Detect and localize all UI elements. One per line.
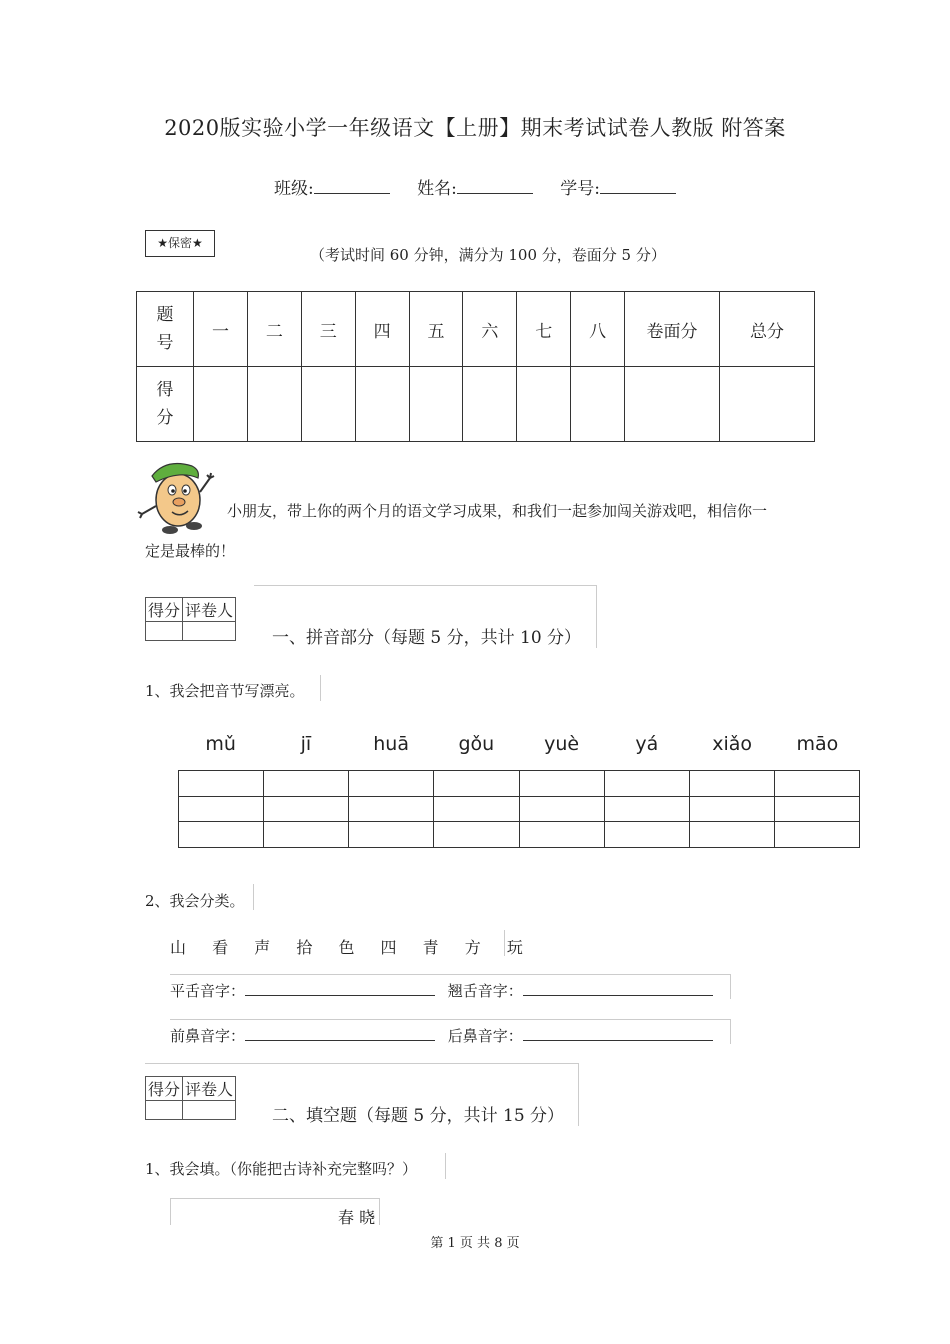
classify-row2 [170, 1025, 713, 1046]
retroflex-label: 翘舌音字： [447, 982, 523, 1000]
score-table [136, 291, 815, 442]
writing-cell[interactable] [179, 771, 264, 797]
score-cell[interactable] [247, 367, 301, 442]
front-nasal-label: 前鼻音字： [170, 1027, 246, 1045]
character: 玩 [506, 938, 523, 957]
score-header-row [137, 292, 815, 367]
score-col-header: 四 [355, 292, 409, 367]
id-blank[interactable] [600, 179, 676, 194]
score-cell[interactable] [194, 367, 248, 442]
pinyin-syllable: yuè [544, 733, 580, 755]
writing-cell[interactable] [774, 822, 859, 848]
divider [444, 1153, 446, 1179]
character: 看 [212, 938, 229, 957]
page-title: 2020版实验小学一年级语文【上册】期末考试试卷人教版 附答案 [164, 116, 786, 140]
classify-row1 [170, 980, 713, 1001]
score-cell[interactable] [463, 367, 517, 442]
exam-time-note: （考试时间 60 分钟，满分为 100 分，卷面分 5 分） [310, 246, 666, 264]
scorebox-score-cell[interactable] [146, 622, 183, 641]
writing-cell[interactable] [519, 796, 604, 822]
score-col-header: 二 [247, 292, 301, 367]
writing-cell[interactable] [689, 771, 774, 797]
pinyin-syllable: māo [796, 733, 839, 755]
writing-cell[interactable] [264, 771, 349, 797]
page-footer: 第 1 页 共 8 页 [430, 1236, 520, 1251]
front-nasal-blank[interactable] [245, 1026, 435, 1041]
poem-title: 春 晓 [338, 1208, 376, 1227]
scorebox-grader-cell[interactable] [183, 622, 236, 641]
score-col-header: 一 [194, 292, 248, 367]
intro-text-line2: 定是最棒的！ [145, 542, 236, 560]
back-nasal-label: 后鼻音字： [447, 1027, 523, 1045]
section1-title: 一、拼音部分（每题 5 分，共计 10 分） [272, 628, 582, 648]
id-label: 学号: [560, 179, 600, 199]
back-nasal-blank[interactable] [523, 1026, 713, 1041]
score-cell[interactable] [625, 367, 720, 442]
name-blank[interactable] [457, 179, 533, 194]
flat-tongue-blank[interactable] [245, 981, 435, 996]
writing-cell[interactable] [774, 796, 859, 822]
flat-tongue-label: 平舌音字： [170, 982, 246, 1000]
score-col-header: 总分 [720, 292, 815, 367]
writing-cell[interactable] [349, 822, 434, 848]
score-col-header: 六 [463, 292, 517, 367]
divider [319, 675, 321, 701]
writing-cell[interactable] [349, 796, 434, 822]
score-value-row [137, 367, 815, 442]
scorebox-score-label: 得分 [146, 598, 183, 622]
writing-cell[interactable] [519, 771, 604, 797]
student-info [0, 174, 950, 199]
divider [503, 930, 505, 956]
scorebox-grader-label: 评卷人 [183, 1077, 236, 1101]
writing-cell[interactable] [774, 771, 859, 797]
score-col-header: 七 [517, 292, 571, 367]
writing-cell[interactable] [434, 771, 519, 797]
retroflex-blank[interactable] [523, 981, 713, 996]
score-col-header: 八 [571, 292, 625, 367]
writing-cell[interactable] [604, 771, 689, 797]
score-col-header: 五 [409, 292, 463, 367]
score-cell[interactable] [720, 367, 815, 442]
class-label: 班级: [273, 179, 314, 199]
section2-q1: 1、我会填。（你能把古诗补充完整吗？） [145, 1160, 418, 1178]
character: 拾 [296, 938, 313, 957]
mascot-illustration [136, 456, 220, 536]
writing-cell[interactable] [179, 822, 264, 848]
character: 方 [464, 938, 481, 957]
score-cell[interactable] [409, 367, 463, 442]
pinyin-syllable: xiǎo [712, 733, 753, 755]
character: 青 [422, 938, 439, 957]
character: 山 [170, 938, 187, 957]
scorebox-score-cell[interactable] [146, 1101, 183, 1120]
character: 声 [254, 938, 271, 957]
row-head-score: 得分 [137, 367, 194, 442]
writing-cell[interactable] [604, 822, 689, 848]
pinyin-syllable: mǔ [205, 733, 236, 755]
character-list [170, 935, 544, 958]
pinyin-syllable: huā [373, 733, 409, 755]
writing-cell[interactable] [689, 796, 774, 822]
pinyin-syllable: yá [635, 733, 659, 755]
character: 四 [380, 938, 397, 957]
pinyin-syllable: gǒu [458, 733, 495, 755]
section1-scorebox [145, 597, 236, 641]
scorebox-grader-cell[interactable] [183, 1101, 236, 1120]
writing-cell[interactable] [179, 796, 264, 822]
section2-title: 二、填空题（每题 5 分，共计 15 分） [272, 1106, 565, 1126]
score-col-header: 三 [301, 292, 355, 367]
class-blank[interactable] [314, 179, 390, 194]
intro-text-line1: 小朋友，带上你的两个月的语文学习成果，和我们一起参加闯关游戏吧，相信你一 [227, 502, 768, 520]
writing-cell[interactable] [434, 796, 519, 822]
writing-cell[interactable] [519, 822, 604, 848]
scorebox-score-label: 得分 [146, 1077, 183, 1101]
divider [252, 884, 254, 910]
score-cell[interactable] [301, 367, 355, 442]
pinyin-syllable: jī [300, 733, 312, 755]
section1-q2: 2、我会分类。 [145, 892, 245, 910]
score-cell[interactable] [571, 367, 625, 442]
row-head-question: 题号 [137, 292, 194, 367]
name-label: 姓名: [417, 179, 457, 199]
writing-cell[interactable] [689, 822, 774, 848]
writing-cell[interactable] [264, 822, 349, 848]
score-col-header: 卷面分 [625, 292, 720, 367]
scorebox-grader-label: 评卷人 [183, 598, 236, 622]
score-cell[interactable] [355, 367, 409, 442]
pinyin-row [178, 733, 860, 755]
section2-scorebox [145, 1076, 236, 1120]
secret-stamp: ★保密★ [145, 230, 215, 257]
score-cell[interactable] [517, 367, 571, 442]
writing-cell[interactable] [349, 771, 434, 797]
writing-cell[interactable] [604, 796, 689, 822]
character: 色 [338, 938, 355, 957]
writing-cell[interactable] [434, 822, 519, 848]
section1-q1: 1、我会把音节写漂亮。 [145, 682, 305, 700]
writing-cell[interactable] [264, 796, 349, 822]
pinyin-writing-grid [178, 770, 860, 848]
